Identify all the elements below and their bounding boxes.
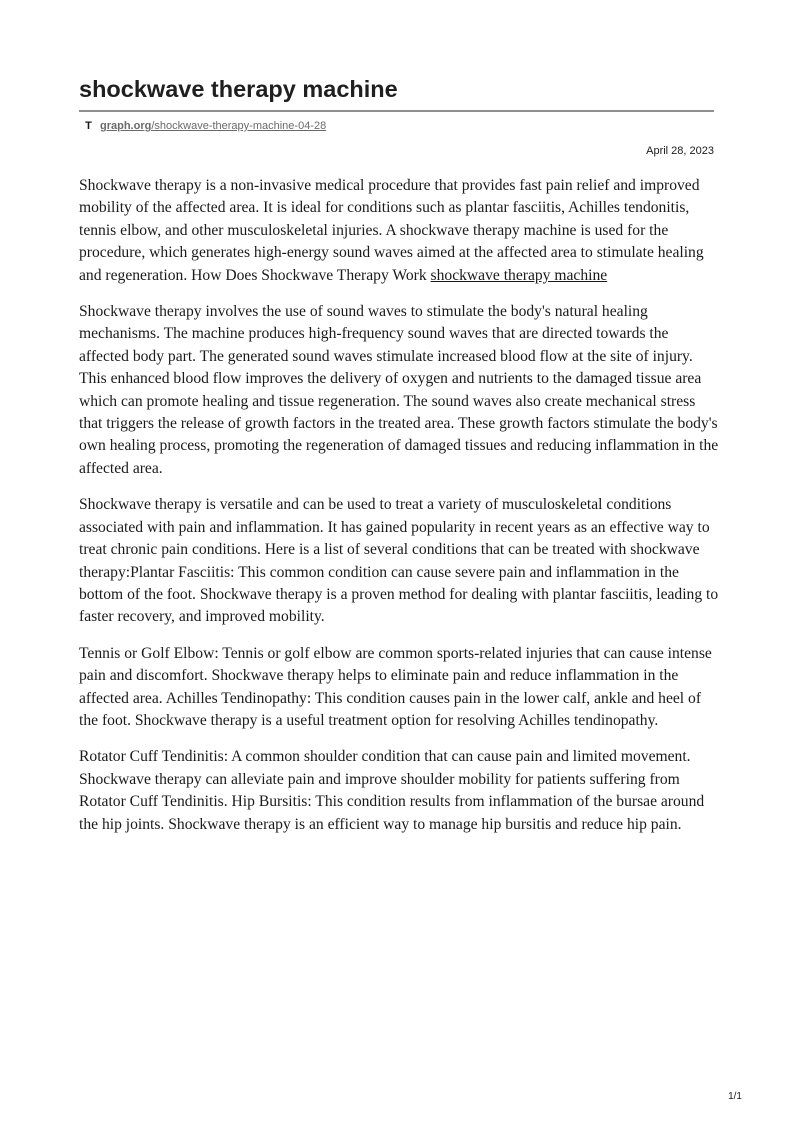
article-paragraph: Tennis or Golf Elbow: Tennis or golf elbow are common sports-related injuries that can cause intense pain and discomfort. Shockwave therapy helps to eliminate pain and reduce inflammation in the affected area. Achilles Tendinopathy: This condition causes pain in the lower calf, ankle and heel of the foot. Shockwave therapy is a useful treatment option for resolving Achilles tendinopathy. [79, 644, 712, 729]
shockwave-therapy-machine-link[interactable]: shockwave therapy machine [430, 266, 608, 284]
title-divider [79, 110, 714, 112]
paragraph-text: Shockwave therapy is a non-invasive medical procedure that provides fast pain relief and improved mobility of the affected area. It is ideal for conditions such as plantar fasciitis, Achilles tendonitis, tennis elbow, and other musculoskeletal injuries. A shockwave therapy machine is used for the procedure, which generates high-energy sound waves aimed at the affected area to stimulate healing and regeneration. How Does Shockwave Therapy Work [79, 177, 704, 284]
article-body [79, 175, 719, 850]
page-title: shockwave therapy machine [79, 76, 398, 102]
page-number: 1/1 [728, 1091, 742, 1102]
article-paragraph: Rotator Cuff Tendinitis: A common shoulder condition that can cause pain and limited movement. Shockwave therapy can alleviate pain and improve shoulder mobility for patients suffering from Rotator Cuff Tendinitis. Hip Bursitis: This condition results from inflammation of the bursae around the hip joints. Shockwave therapy is an efficient way to manage hip bursitis and reduce hip pain. [79, 748, 705, 833]
source-path-link[interactable]: /shockwave-therapy-machine-04-28 [151, 120, 327, 132]
source-line [84, 118, 326, 134]
post-date: April 28, 2023 [646, 145, 714, 157]
article-paragraph [79, 175, 719, 287]
article-paragraph: Shockwave therapy involves the use of sound waves to stimulate the body's natural healing mechanisms. The machine produces high-frequency sound waves that are directed towards the affected body part. The generated sound waves stimulate increased blood flow at the site of injury. This enhanced blood flow improves the delivery of oxygen and nutrients to the damaged tissue area which can promote healing and tissue regeneration. The sound waves also create mechanical stress that triggers the release of growth factors in the treated area. These growth factors stimulate the body's own healing process, promoting the regeneration of damaged tissues and reducing inflammation in the affected area. [79, 303, 719, 477]
telegraph-logo-icon: T [85, 120, 92, 132]
source-domain-link[interactable]: graph.org [100, 120, 152, 132]
article-paragraph: Shockwave therapy is versatile and can be used to treat a variety of musculoskeletal conditions associated with pain and inflammation. It has gained popularity in recent years as an effective way to treat chronic pain conditions. Here is a list of several conditions that can be treated with shockwave therapy:Plantar Fasciitis: This common condition can cause severe pain and inflammation in the bottom of the foot. Shockwave therapy is a proven method for dealing with plantar fasciitis, leading to faster recovery, and improved mobility. [79, 496, 719, 626]
